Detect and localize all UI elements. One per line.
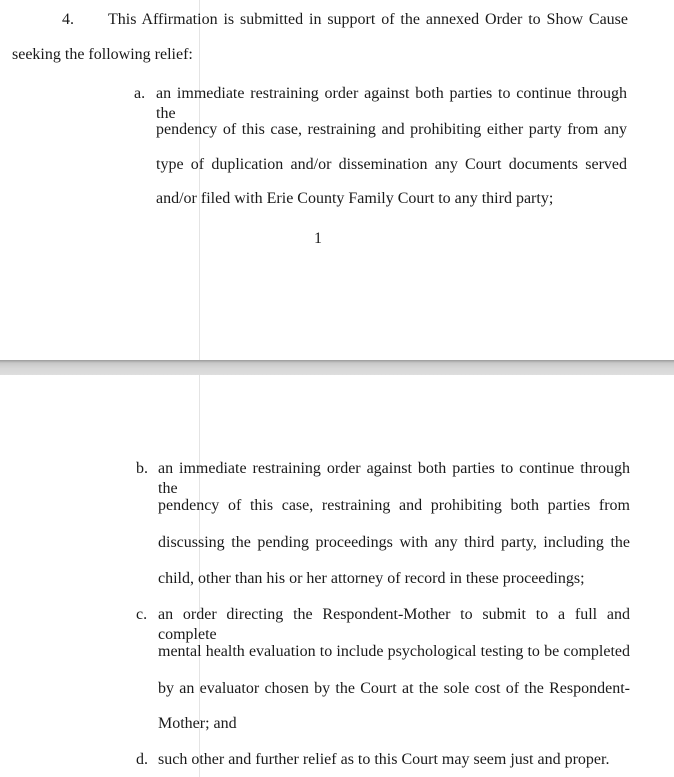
page-break: [0, 360, 674, 375]
item-a-line: pendency of this case, restraining and prohibiting either party from any: [156, 121, 627, 138]
item-b-line: child, other than his or her attorney of record in these proceedings;: [158, 570, 585, 587]
document-page-1: [0, 0, 674, 360]
document-page-2: [0, 375, 674, 777]
item-b-line: discussing the pending proceedings with any third party, including the: [158, 534, 630, 551]
item-a-line: type of duplication and/or dissemination any Court documents served: [156, 156, 627, 173]
item-b-line: pendency of this case, restraining and prohibiting both parties from: [158, 497, 630, 514]
item-b-line: an immediate restraining order against both parties to continue through the: [158, 460, 630, 497]
item-c-line: Mother; and: [158, 715, 237, 732]
item-c-line: an order directing the Respondent-Mother to submit to a full and complete: [158, 606, 630, 643]
paragraph-number: 4.: [62, 11, 74, 28]
item-a-line: an immediate restraining order against both parties to continue through the: [156, 85, 627, 122]
scan-margin-line: [199, 0, 200, 360]
item-d-marker: d.: [136, 751, 148, 768]
item-c-marker: c.: [136, 606, 148, 623]
paragraph-line: seeking the following relief:: [12, 46, 193, 63]
item-c-line: by an evaluator chosen by the Court at the sole cost of the Respondent-: [158, 680, 630, 697]
item-b-marker: b.: [136, 460, 148, 477]
item-a-marker: a.: [134, 85, 146, 102]
item-d-line: such other and further relief as to this Court may seem just and proper.: [158, 751, 610, 768]
page-number: 1: [314, 230, 322, 247]
item-a-line: and/or filed with Erie County Family Court to any third party;: [156, 190, 554, 207]
paragraph-line: This Affirmation is submitted in support of the annexed Order to Show Cause: [108, 11, 628, 28]
item-c-line: mental health evaluation to include psychological testing to be completed: [158, 643, 630, 660]
